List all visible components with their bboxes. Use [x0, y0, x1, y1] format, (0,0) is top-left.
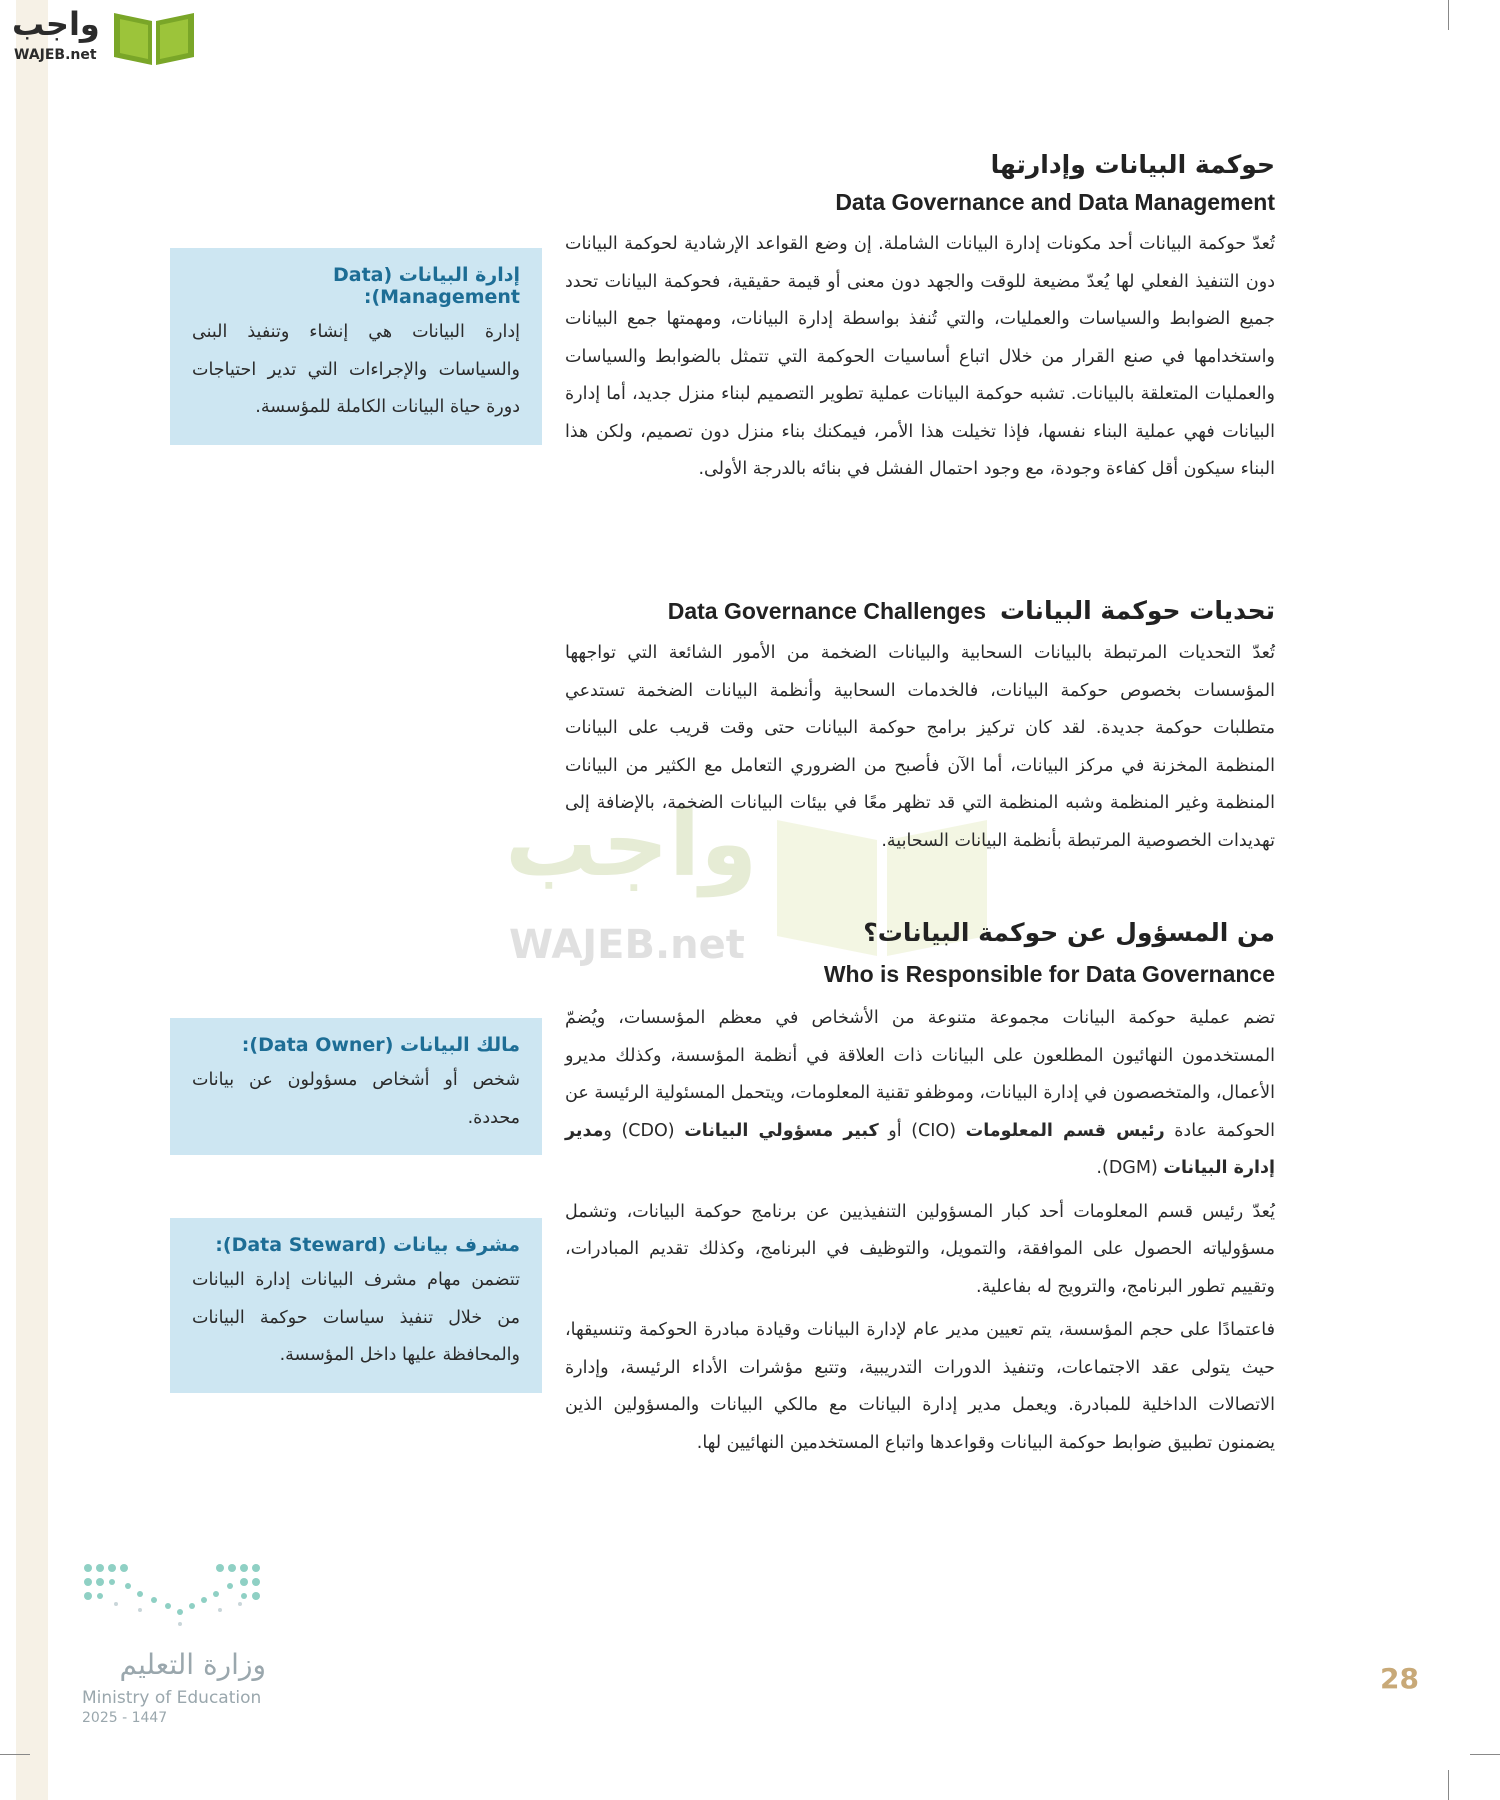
logo-arabic-text: واجب	[12, 5, 100, 43]
section-title-english: Data Governance Challenges	[667, 598, 987, 624]
ministry-year: 2025 - 1447	[82, 1710, 168, 1726]
definition-title-english: (Data Steward):	[215, 1234, 387, 1256]
term-cdo: كبير مسؤولي البيانات	[684, 1120, 879, 1141]
section-data-governance-management	[565, 150, 1275, 489]
term-cio: رئيس قسم المعلومات	[965, 1120, 1165, 1141]
page-margin-strip	[16, 0, 48, 1800]
definition-title	[192, 264, 520, 308]
paragraph-cio-role: يُعدّ رئيس قسم المعلومات أحد كبار المسؤولين التنفيذيين عن برنامج حوكمة البيانات، وتشمل مسؤولياته الحصول على الموافقة، والتمويل، والتوظيف في البرنامج، وكذلك تقديم المبادرات، وتقييم تطور البرنامج، والترويج له بفاعلية.	[565, 1201, 1275, 1297]
book-icon	[110, 5, 198, 67]
definition-title-english: (Data Owner):	[241, 1034, 394, 1056]
wajeb-logo[interactable]	[10, 5, 190, 67]
watermark-arabic: واجب	[505, 790, 758, 897]
definition-box-data-owner	[170, 1018, 542, 1155]
definition-title	[192, 1034, 520, 1056]
paragraph-dgm-role: فاعتمادًا على حجم المؤسسة، يتم تعيين مدير عام لإدارة البيانات وقيادة مبادرة الحوكمة وتنسيقها، حيث يتولى عقد الاجتماعات، وتنفيذ الدورات التدريبية، وتتبع مؤشرات الأداء الرئيسة، وإدارة الاتصالات الداخلية للمبادرة. ويعمل مدير إدارة البيانات مع مالكي البيانات والمسؤولين الذين يضمنون تطبيق ضوابط حوكمة البيانات وقواعدها واتباع المستخدمين النهائيين لها.	[565, 1320, 1275, 1453]
paragraph-text: تضم عملية حوكمة البيانات مجموعة متنوعة من الأشخاص في معظم المؤسسات، ويُضمّ المستخدمون النهائيون المطلعون على البيانات ذات العلاقة في أنظمة المؤسسة، وكذلك مديرو الأعمال، والمتخصصون في إدارة البيانات، وموظفو تقنية المعلومات، ويتحمل المسئولية الرئيسة عن الحوكمة عادة	[565, 1008, 1275, 1141]
crop-mark	[1470, 1754, 1500, 1755]
ministry-of-education-logo	[80, 1560, 280, 1730]
definition-title-arabic: مالك البيانات	[400, 1034, 520, 1056]
section-heading	[565, 596, 1275, 625]
section-responsible-for-governance	[565, 918, 1275, 1462]
watermark-latin: WAJEB.net	[509, 922, 745, 968]
paragraph-text: (CIO) أو	[888, 1120, 957, 1141]
section-paragraph: تُعدّ التحديات المرتبطة بالبيانات السحابية والبيانات الضخمة من الأمور الشائعة التي تواجهها المؤسسات بخصوص حوكمة البيانات، فالخدمات السحابية وأنظمة البيانات الضخمة تستدعي متطلبات حوكمة جديدة. لقد كان تركيز برامج حوكمة البيانات حتى وقت قريب على البيانات المنظمة المخزنة في مركز البيانات، أما الآن فأصبح من الضروري التعامل مع الكثير من البيانات المنظمة وغير المنظمة وشبه المنظمة التي قد تظهر معًا في بيئات البيانات الضخمة، بالإضافة إلى تهديدات الخصوصية المرتبطة بأنظمة البيانات السحابية.	[565, 643, 1275, 851]
definition-title	[192, 1234, 520, 1256]
term-dgm: مدير إدارة البيانات	[565, 1120, 1275, 1178]
ministry-arabic-name: وزارة التعليم	[119, 1648, 266, 1681]
logo-latin-text: WAJEB.net	[14, 47, 97, 63]
section-title-arabic: حوكمة البيانات وإدارتها	[990, 150, 1275, 179]
definition-text: إدارة البيانات هي إنشاء وتنفيذ البنى والسياسات والإجراءات التي تدير احتياجات دورة حياة البيانات الكاملة للمؤسسة.	[192, 322, 520, 417]
section-title-arabic: تحديات حوكمة البيانات	[1000, 596, 1275, 625]
section-title-arabic: من المسؤول عن حوكمة البيانات؟	[863, 918, 1275, 947]
section-paragraph: تُعدّ حوكمة البيانات أحد مكونات إدارة البيانات الشاملة. إن وضع القواعد الإرشادية لحوكمة البيانات دون التنفيذ الفعلي لها يُعدّ مضيعة للوقت والجهد دون معنى أو قيمة حقيقية، فحوكمة البيانات تحدد جميع الضوابط والسياسات والعمليات، والتي تُنفذ بواسطة إدارة البيانات، ومهمتها جمع البيانات واستخدامها في صنع القرار من خلال اتباع أساسيات الحوكمة التي تتمثل بالضوابط والسياسات والعمليات المتعلقة بالبيانات. تشبه حوكمة البيانات عملية تطوير التصميم لبناء منزل جديد، أما إدارة البيانات فهي عملية البناء نفسها، فإذا تخيلت هذا الأمر، فيمكنك بناء منزل دون تصميم، ولكن هذا البناء سيكون أقل كفاءة وجودة، مع وجود احتمال الفشل في بنائه بالدرجة الأولى.	[565, 234, 1275, 479]
definition-title-arabic: إدارة البيانات	[398, 264, 520, 286]
definition-text: شخص أو أشخاص مسؤولون عن بيانات محددة.	[192, 1070, 520, 1128]
definition-title-english: (Data Management):	[332, 264, 520, 308]
crop-mark	[0, 1754, 30, 1755]
section-title-english: Who is Responsible for Data Governance	[823, 961, 1275, 987]
section-data-governance-challenges	[565, 596, 1275, 860]
definition-box-data-steward	[170, 1218, 542, 1393]
definition-title-arabic: مشرف بيانات	[393, 1234, 520, 1256]
ministry-english-name: Ministry of Education	[82, 1688, 262, 1708]
crop-mark	[1448, 1770, 1449, 1800]
definition-text: تتضمن مهام مشرف البيانات إدارة البيانات من خلال تنفيذ سياسات حوكمة البيانات والمحافظة عليها داخل المؤسسة.	[192, 1270, 520, 1365]
ministry-dots-icon	[80, 1560, 270, 1630]
crop-mark	[1448, 0, 1449, 30]
definition-box-data-management	[170, 248, 542, 445]
page-number: 28	[1380, 1662, 1419, 1695]
paragraph-responsibility	[565, 1000, 1275, 1188]
paragraph-text: (CDO) و	[603, 1120, 675, 1141]
section-title-english: Data Governance and Data Management	[835, 189, 1275, 215]
paragraph-text: (DGM).	[1096, 1158, 1158, 1178]
